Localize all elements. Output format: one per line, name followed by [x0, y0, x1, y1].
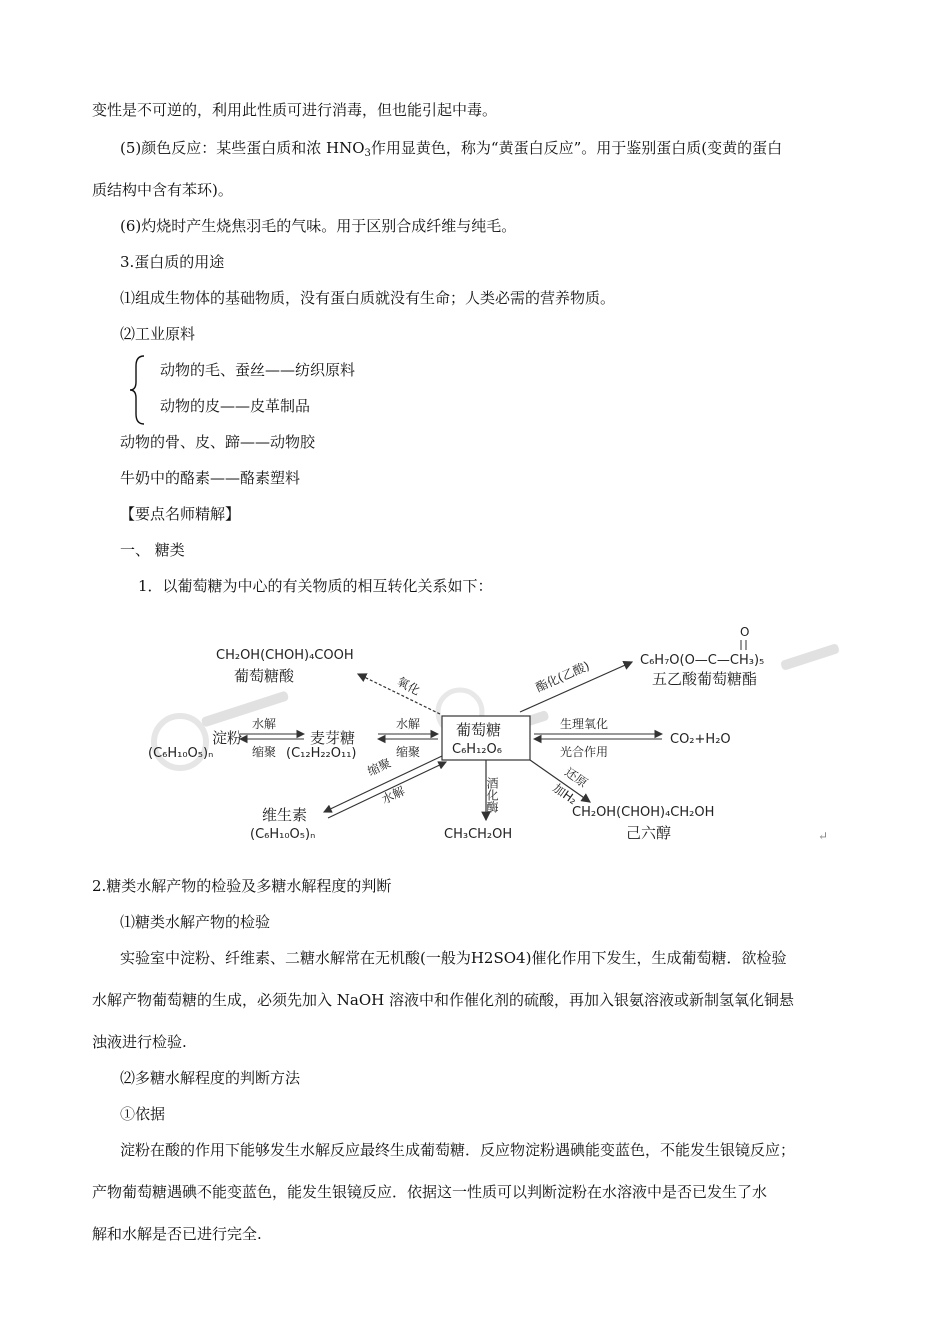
condense-label-2: 缩聚 — [396, 745, 421, 759]
paragraph-basis-3: 解和水解是否已进行完全. — [92, 1225, 262, 1243]
physio-oxidation-label: 生理氧化 — [560, 717, 609, 731]
hexitol-formula: CH₂OH(CHOH)₄CH₂OH — [572, 805, 715, 820]
cellulose-name: 维生素 — [262, 806, 308, 824]
maltose-formula: (C₁₂H₂₂O₁₁) — [286, 746, 357, 761]
heading-degree-method: ⑵多糖水解程度的判断方法 — [120, 1069, 301, 1087]
heading-product-detection: ⑴糖类水解产物的检验 — [120, 913, 271, 931]
add-h2-label: 加H₂ — [550, 780, 580, 808]
glucose-conversion-diagram — [140, 612, 840, 852]
section-title: 【要点名师精解】 — [120, 505, 241, 523]
condense-label-1: 缩聚 — [252, 745, 277, 759]
color-reaction-text: (5)颜色反应：某些蛋白质和浓 HNO — [120, 139, 365, 157]
paragraph-color-reaction — [120, 138, 782, 164]
paragraph-basic-substance: ⑴组成生物体的基础物质，没有蛋白质就没有生命；人类必需的营养物质。 — [120, 289, 616, 307]
starch-name: 淀粉 — [212, 729, 243, 747]
condense-label-3: 缩聚 — [365, 755, 394, 779]
hydrolysis-label-3: 水解 — [379, 783, 408, 807]
paragraph-basis-1: 淀粉在酸的作用下能够发生水解反应最终生成葡萄糖．反应物淀粉遇碘能变蓝色，不能发生银镜反应； — [120, 1141, 796, 1159]
photosynthesis-label: 光合作用 — [560, 745, 609, 759]
paragraph-glue: 动物的骨、皮、蹄——动物胶 — [120, 433, 316, 451]
reduction-label: 还原 — [562, 764, 590, 791]
cellulose-formula: (C₆H₁₀O₅)ₙ — [250, 827, 316, 842]
bullet-fur-silk: 动物的毛、蚕丝——纺织原料 — [160, 361, 356, 379]
paragraph-color-reaction-cont: 质结构中含有苯环)。 — [92, 181, 233, 199]
gluconic-acid-name: 葡萄糖酸 — [234, 667, 295, 685]
paragraph-burning: (6)灼烧时产生烧焦羽毛的气味。用于区别合成纤维与纯毛。 — [120, 217, 517, 235]
co2-water: CO₂+H₂O — [670, 732, 731, 747]
item-conversion-intro: 1．以葡萄糖为中心的有关物质的相互转化关系如下： — [138, 577, 493, 595]
heading-basis: ①依据 — [120, 1105, 166, 1123]
paragraph-denaturation: 变性是不可逆的，利用此性质可进行消毒，但也能引起中毒。 — [92, 101, 498, 119]
heading-protein-uses: 3.蛋白质的用途 — [120, 253, 225, 271]
hexitol-name: 己六醇 — [626, 824, 672, 842]
ester-carbonyl-o: O — [740, 625, 750, 639]
ferment-label: 酒化酶 — [485, 777, 499, 813]
paragraph-basis-2: 产物葡萄糖遇碘不能变蓝色，能发生银镜反应．依据这一性质可以判断淀粉在水溶液中是否已发生了水 — [92, 1183, 768, 1201]
paragraph-detection-1: 实验室中淀粉、纤维素、二糖水解常在无机酸(一般为H2SO4)催化作用下发生，生成葡萄糖．欲检验 — [120, 949, 787, 967]
bullet-leather: 动物的皮——皮革制品 — [160, 397, 311, 415]
gluconic-acid-formula: CH₂OH(CHOH)₄COOH — [216, 648, 354, 663]
hydrolysis-label-2: 水解 — [396, 717, 421, 731]
hydrolysis-label-1: 水解 — [252, 717, 277, 731]
starch-formula: (C₆H₁₀O₅)ₙ — [148, 746, 214, 761]
glucose-formula: C₆H₁₂O₆ — [452, 742, 502, 757]
brace-icon — [128, 354, 148, 426]
paragraph-industrial: ⑵工业原料 — [120, 325, 196, 343]
ester-name: 五乙酸葡萄糖酯 — [652, 670, 758, 688]
section-sugars: 一、 糖类 — [120, 541, 185, 559]
esterification-label: 酯化(乙酸) — [533, 658, 592, 695]
maltose-name: 麦芽糖 — [310, 729, 356, 747]
paragraph-detection-2: 水解产物葡萄糖的生成，必须先加入 NaOH 溶液中和作催化剂的硫酸，再加入银氨溶液或新制氢氧化铜悬 — [92, 991, 794, 1009]
ester-formula: C₆H₇O(O—C—CH₃)₅ — [640, 653, 765, 668]
hno3-subscript: 3 — [364, 148, 371, 159]
glucose-name: 葡萄糖 — [456, 721, 502, 739]
heading-hydrolysis-detection: 2.糖类水解产物的检验及多糖水解程度的判断 — [92, 877, 392, 895]
paragraph-detection-3: 浊液进行检验. — [92, 1033, 187, 1051]
color-reaction-text-2: 作用显黄色，称为“黄蛋白反应”。用于鉴别蛋白质(变黄的蛋白 — [370, 139, 783, 157]
ethanol-formula: CH₃CH₂OH — [444, 827, 513, 842]
paragraph-casein: 牛奶中的酪素——酪素塑料 — [120, 469, 301, 487]
return-mark: ↵ — [818, 829, 829, 843]
oxidation-label: 氧化 — [394, 674, 423, 698]
